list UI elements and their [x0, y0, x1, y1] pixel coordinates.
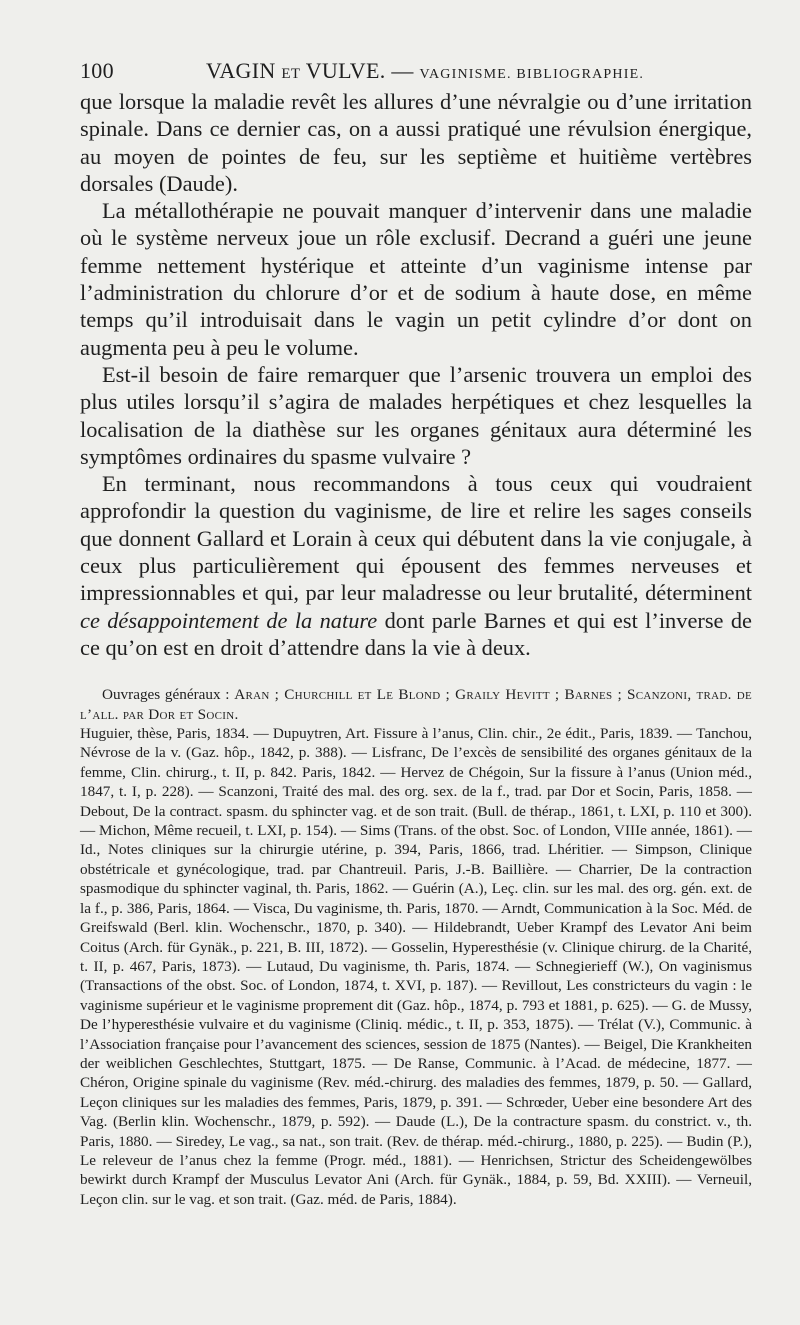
- paragraph-4-before: En terminant, nous recommandons à tous ceux qui voudraient approfondir la question du vaginisme, de lire et relire les sages conseils que donnent Gallard et Lorain à ceux qui débutent dans la vie conjugale, à ceux plus particulièrement qui épousent des femmes nerveuses et impressionnables et qui, par leur maladresse ou leur brutalité, déterminent: [80, 471, 752, 606]
- title-vagin: VAGIN: [206, 58, 276, 83]
- bibliography-general-label: Ouvrages généraux :: [102, 686, 230, 704]
- paragraph-4-after: dont parle Barnes et qui est l’inverse de ce qu’on est en droit d’attendre dans la vie à deux.: [80, 607, 752, 660]
- paragraph-3: Est-il besoin de faire remarquer que l’arsenic trouvera un emploi des plus utiles lorsqu’il s’agira de malades herpétiques et chez lesquelles la localisation de la diathèse sur les organes génitaux aura déterminé les symptômes ordinaires du spasme vulvaire ?: [80, 361, 752, 469]
- title-vulve: VULVE.: [305, 58, 386, 83]
- page-number: 100: [80, 58, 114, 83]
- page-header: [80, 54, 752, 88]
- title-dash: —: [391, 58, 414, 83]
- paragraph-1: que lorsque la maladie revêt les allures d’une névralgie ou d’une irritation spinale. Dans ce dernier cas, on a aussi pratiqué une révulsion énergique, au moyen de pointes de feu, sur les septième et huitième vertèbres dorsales (Daude).: [80, 89, 752, 196]
- bibliography-general-text: Aran ; Churchill et Le Blond ; Graily Hevitt ; Barnes ; Scanzoni, trad. de l’all. par Dor et Socin.: [80, 686, 753, 723]
- paragraph-2: La métallothérapie ne pouvait manquer d’intervenir dans une maladie où le système nerveux joue un rôle exclusif. Decrand a guéri une jeune femme nettement hystérique et atteinte d’un vaginisme intense par l’administration du chlorure d’or et de sodium à haute dose, en même temps qu’il introduisait dans le vagin un petit cylindre d’or dont on augmenta peu à peu le volume.: [80, 198, 752, 360]
- main-text: [80, 88, 752, 661]
- paragraph-4-italic: ce désappointement de la nature: [80, 607, 378, 633]
- bibliography: [80, 685, 752, 1209]
- bibliography-general: [80, 685, 752, 724]
- bibliography-references: Huguier, thèse, Paris, 1834. — Dupuytren, Art. Fissure à l’anus, Clin. chir., 2e édit., Paris, 1839. — Tanchou, Névrose de la v. (Gaz. hôp., 1842, p. 388). — Lisfranc, De l’excès de sensibilité des organes génitaux de la femme, Clin. chirurg., t. II, p. 842. Paris, 1842. — Hervez de Chégoin, Sur la fissure à l’anus (Union méd., 1847, t. I, p. 228). — Scanzoni, Traité des mal. des org. sex. de la f., trad. par Dor et Socin, Paris, 1858. — Debout, De la contract. spasm. du sphincter vag. et de son trait. (Bull. de thérap., 1861, t. LXI, p. 110 et 300). — Michon, Même recueil, t. LXI, p. 154). — Sims (Trans. of the obst. Soc. of London, VIIIe année, 1861). — Id., Notes cliniques sur la chirurgie utérine, p. 394, Paris, 1866, trad. Lhéritier. — Simpson, Clinique obstétricale et gynécologique, trad. par Chantreuil. Paris, J.-B. Baillière. — Charrier, De la contraction spasmodique du sphincter vaginal, th. Paris, 1862. — Guérin (A.), Leç. clin. sur les mal. des org. gén. ext. de la f., p. 386, Paris, 1864. — Visca, Du vaginisme, th. Paris, 1870. — Arndt, Communication à la Soc. Méd. de Greifswald (Berl. klin. Wochenschr., 1870, p. 340). — Hildebrandt, Ueber Krampf des Levator Ani beim Coitus (Arch. für Gynäk., p. 221, B. III, 1872). — Gosselin, Hyperesthésie (v. Clinique chirurg. de la Charité, t. II, p. 467, Paris, 1873). — Lutaud, Du vaginisme, th. Paris, 1874. — Schnegierieff (W.), On vaginismus (Transactions of the obst. Soc. of London, 1874, t. XVI, p. 187). — Revillout, Les constricteurs du vagin : le vaginisme supérieur et le vaginisme proprement dit (Gaz. hôp., 1874, p. 793 et 1881, p. 625). — G. de Mussy, De l’hyperesthésie vulvaire et du vaginisme (Cliniq. médic., t. II, p. 353, 1875). — Trélat (V.), Communic. à l’Association française pour l’avancement des sciences, session de 1875 (Nantes). — Beigel, Die Krankheiten der weiblichen Geschlechtes, Stuttgart, 1875. — De Ranse, Communic. à l’Acad. de médecine, 1877. — Chéron, Origine spinale du vaginisme (Rev. méd.-chirurg. des maladies des femmes, 1879, p. 50. — Gallard, Leçon cliniques sur les maladies des femmes, Paris, 1879, p. 391. — Schrœder, Ueber eine besondere Art des Vag. (Berlin klin. Wochenschr., 1879, p. 592). — Daude (L.), De la contracture spasm. du constrict. v., th. Paris, 1880. — Siredey, Le vag., sa nat., son trait. (Rev. de thérap. méd.-chirurg., 1880, p. 225). — Budin (P.), Le releveur de l’anus chez la femme (Progr. méd., 1881). — Henrichsen, Strictur des Scheidengewölbes bewirkt durch Krampf der Musculus Levator Ani (Arch. für Gynäk., 1884, p. 59, Bd. XXIII). — Verneuil, Leçon clin. sur le vag. et son trait. (Gaz. méd. de Paris, 1884).: [80, 725, 752, 1208]
- paragraph-4: [80, 470, 752, 661]
- title-et: ET: [281, 66, 301, 82]
- running-title: [206, 58, 644, 84]
- title-section: VAGINISME. BIBLIOGRAPHIE.: [419, 67, 645, 82]
